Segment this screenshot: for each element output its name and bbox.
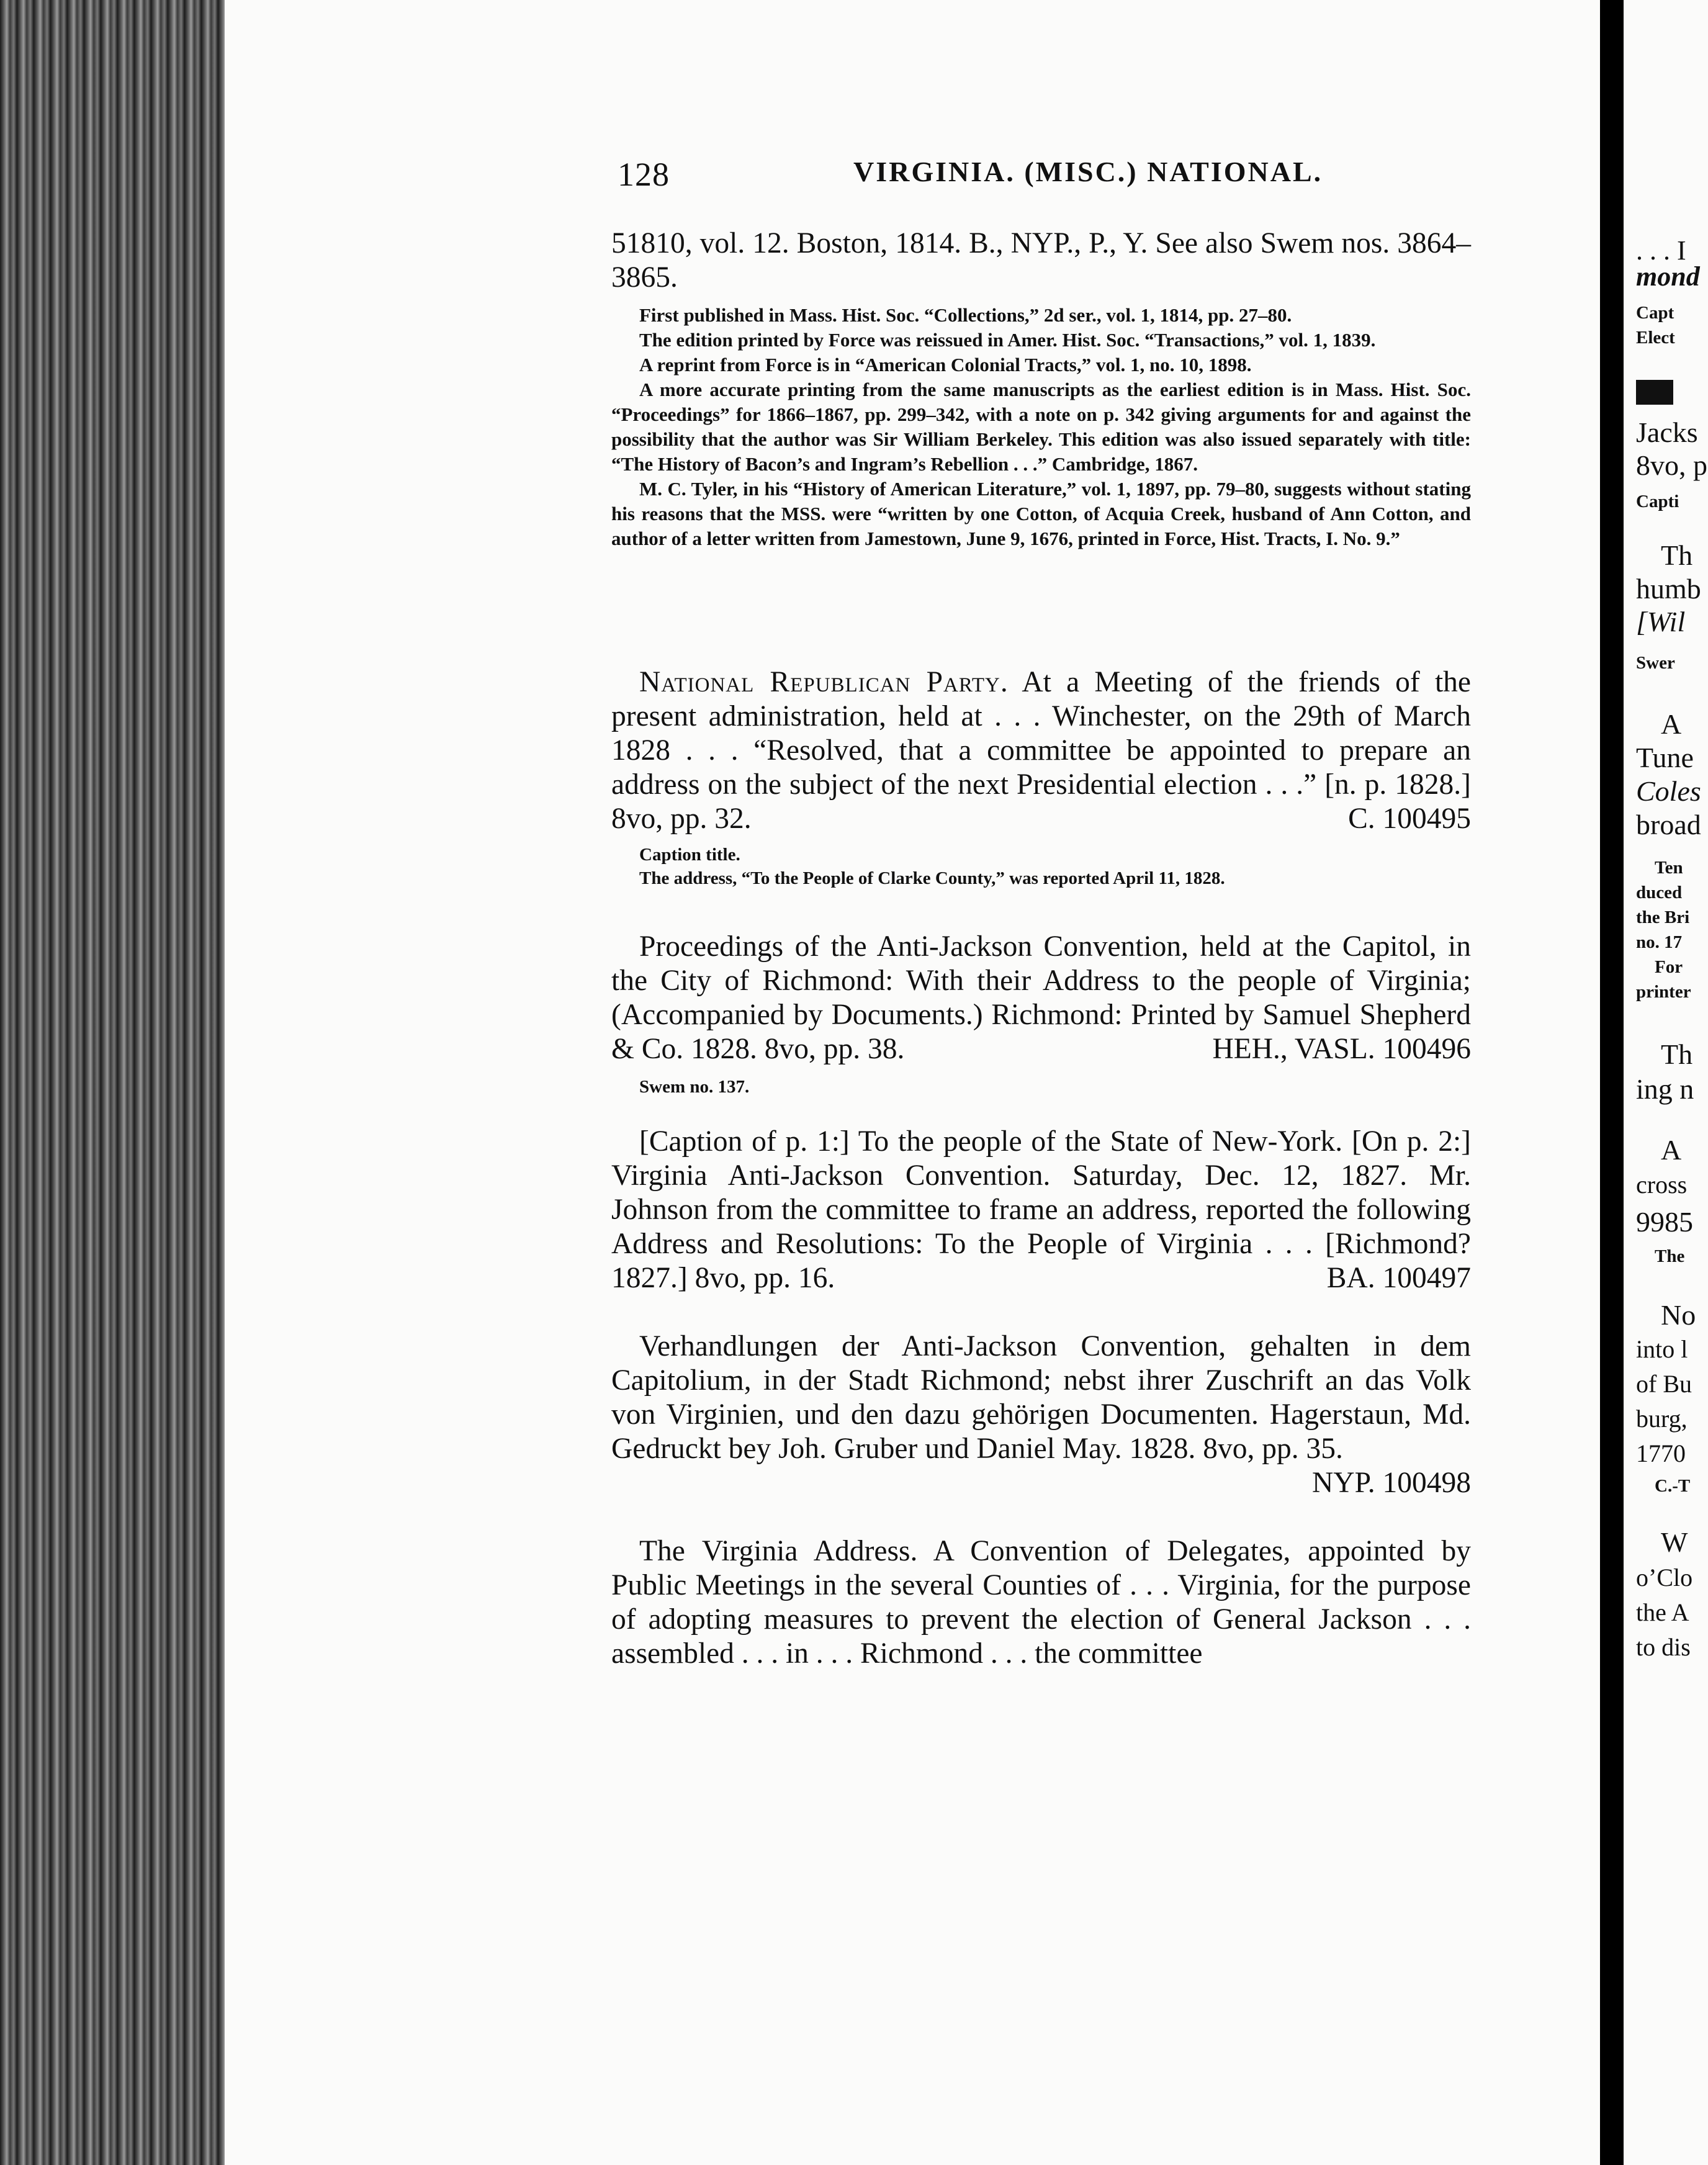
- entry-100495: [611, 665, 1471, 836]
- running-title: VIRGINIA. (MISC.) NATIONAL.: [853, 156, 1323, 187]
- note: A more accurate printing from the same manuscripts as the earliest edition is in Mass. Hist. Soc. “Proceedings” for 1866–1867, pp. 299–342, with a note on p. 342 giving arguments for and against the possibility that the author was Sir William Berkeley. This edition was also issued separately with title: “The History of Bacon’s and Ingram’s Rebellion . . .” Cambridge, 1867.: [611, 379, 1471, 475]
- entry-location: C. 100495: [1348, 803, 1471, 835]
- entry-100497: [611, 1125, 1471, 1295]
- right-page: . . . I mond Capt Elect Jacks 8vo, p Capti Th humb [Wil Swer A Tune Coles broad Ten duced the Bri no. 17 For printer Th ing n A cross 9985 The No into l of Bu burg, 1770 C.-T W o’Clo the A to dis: [1624, 0, 1708, 2165]
- entry-100496-notes: Swem no. 137.: [639, 1077, 750, 1097]
- entry-100495-notes: Caption title. The address, “To the People of Clarke County,” was reported April 11, 1828.: [639, 845, 1225, 888]
- book-edge: [0, 0, 230, 2165]
- entry-100498: [611, 1330, 1471, 1500]
- entry-text: At a Meeting of the friends of the present administration, held at . . . Winchester, on the 29th of March 1828 . . . “Resolved, that a committee be appointed to prepare an address on the subject of the next Presidential election . . .” [n. p. 1828.] 8vo, pp. 32.: [611, 666, 1471, 835]
- entry-100496: [611, 930, 1471, 1066]
- entry-location: BA. 100497: [1326, 1262, 1471, 1294]
- page-number: 128: [618, 156, 670, 193]
- entry-text: Verhandlungen der Anti-Jackson Convention, gehalten in dem Capitolium, in der Stadt Richmond; nebst ihrer Zuschrift an das Volk von Virginien, und den dazu gehörigen Documenten. Hagerstaun, Md. Gedruckt bey Joh. Gruber und Daniel May. 1828. 8vo, pp. 35.: [611, 1330, 1471, 1465]
- note: M. C. Tyler, in his “History of American Literature,” vol. 1, 1897, pp. 79–80, suggests without stating his reasons that the MSS. were “written by one Cotton, of Acquia Creek, husband of Ann Cotton, and author of a letter written from Jamestown, June 9, 1676, printed in Force, Hist. Tracts, I. No. 9.”: [611, 478, 1471, 549]
- note: First published in Mass. Hist. Soc. “Collections,” 2d ser., vol. 1, 1814, pp. 27–80.: [639, 304, 1292, 326]
- entry-51810-notes: [611, 303, 1471, 551]
- entry-text: Proceedings of the Anti-Jackson Convention, held at the Capitol, in the City of Richmond: With their Address to the people of Virginia; (Accompanied by Documents.) Richmond: Printed by Samuel Shepherd & Co. 1828. 8vo, pp. 38.: [611, 930, 1471, 1065]
- entry-text: [Caption of p. 1:] To the people of the State of New-York. [On p. 2:] Virginia Anti-Jackson Convention. Saturday, Dec. 12, 1827. Mr. Johnson from the committee to frame an address, reported the following Address and Resolutions: To the People of Virginia . . . [Richmond? 1827.] 8vo, pp. 16.: [611, 1125, 1471, 1294]
- entry-virginia-address: The Virginia Address. A Convention of Delegates, appointed by Public Meetings in the several Counties of . . . Virginia, for the purpose of adopting measures to prevent the election of General Jackson . . . assembled . . . in . . . Richmond . . . the committee: [611, 1535, 1471, 1670]
- entry-51810-citation: 51810, vol. 12. Boston, 1814. B., NYP., P., Y. See also Swem nos. 3864–3865.: [611, 227, 1471, 294]
- entry-location: HEH., VASL. 100496: [1212, 1033, 1471, 1065]
- entry-heading: National Republican Party.: [639, 666, 1009, 698]
- gutter: [1600, 0, 1625, 2165]
- entry-location: NYP. 100498: [1311, 1467, 1471, 1499]
- ornament: [1636, 380, 1673, 405]
- note: A reprint from Force is in “American Colonial Tracts,” vol. 1, no. 10, 1898.: [639, 354, 1252, 376]
- note: The edition printed by Force was reissued in Amer. Hist. Soc. “Transactions,” vol. 1, 1839.: [639, 329, 1376, 351]
